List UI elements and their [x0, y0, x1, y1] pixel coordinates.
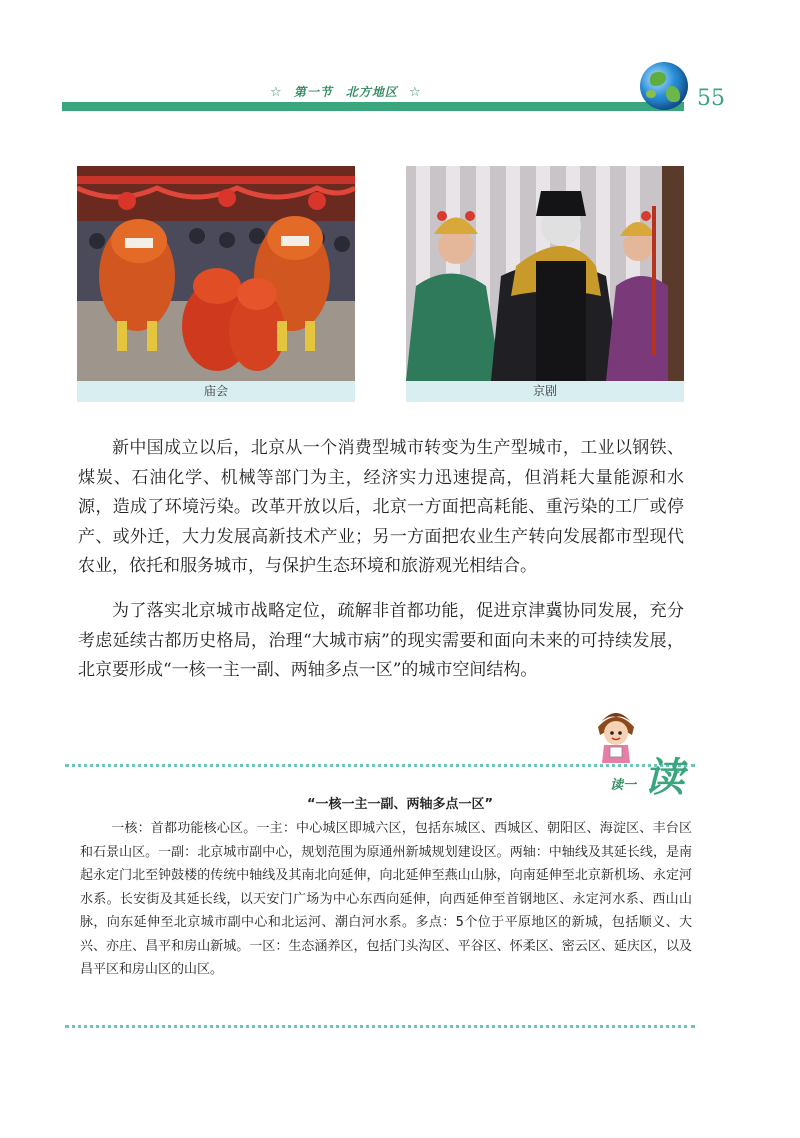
- page-number: 55: [697, 86, 725, 111]
- reading-text: 一核：首都功能核心区。一主：中心城区即城六区，包括东城区、西城区、朝阳区、海淀区、丰台区和石景山区。一副：北京城市副中心，规划范围为原通州新城规划建设区。两轴：中轴线及其延长线，是南起永定门北至钟鼓楼的传统中轴线及其南北向延伸，向北延伸至燕山山脉，向南延伸至北京新机场、永定河水系。长安街及其延长线，以天安门广场为中心东西向延伸，向西延伸至首钢地区、永定河水系、西山山脉，向东延伸至北京城市副中心和北运河、潮白河水系。多点：5个位于平原地区的新城，包括顺义、大兴、亦庄、昌平和房山新城。一区：生态涵养区，包括门头沟区、平谷区、怀柔区、密云区、延庆区，以及昌平区和房山区的山区。: [80, 821, 692, 977]
- photo-caption: 京剧: [532, 384, 557, 398]
- paragraph-text: 为了落实北京城市战略定位，疏解非首都功能，促进京津冀协同发展，充分考虑延续古都历史格局，治理“大城市病”的现实需要和面向未来的可持续发展，北京要形成“一核一主一副、两轴多点一区”的城市空间结构。: [78, 601, 684, 680]
- section-header: [264, 83, 428, 100]
- header-bar: [62, 102, 684, 111]
- star-icon: ☆: [409, 85, 422, 100]
- lion-dance-photo: [77, 166, 355, 381]
- reading-label-big: 读: [644, 754, 684, 801]
- reading-body: [80, 817, 692, 982]
- photo-peking-opera: [406, 166, 684, 402]
- star-icon: ☆: [270, 85, 283, 100]
- reading-label-small: 读一: [610, 778, 637, 793]
- paragraph-text: 新中国成立以后，北京从一个消费型城市转变为生产型城市，工业以钢铁、煤炭、石油化学、机械等部门为主，经济实力迅速提高，但消耗大量能源和水源，造成了环境污染。改革开放以后，北京一方面把高耗能、重污染的工厂或停产、或外迁，大力发展高新技术产业；另一方面把农业生产转向发展都市型现代农业，依托和服务城市，与保护生态环境和旅游观光相结合。: [78, 438, 684, 576]
- section-title: 第一节 北方地区: [293, 85, 398, 99]
- photo-temple-fair: [77, 166, 355, 402]
- body-paragraph: [78, 597, 684, 686]
- globe-icon: [640, 62, 688, 110]
- body-paragraph: [78, 434, 684, 582]
- section-divider: [65, 1025, 695, 1028]
- photo-caption: 庙会: [203, 384, 228, 398]
- reading-title: “一核一主一副、两轴多点一区”: [306, 797, 494, 812]
- peking-opera-photo: [406, 166, 684, 381]
